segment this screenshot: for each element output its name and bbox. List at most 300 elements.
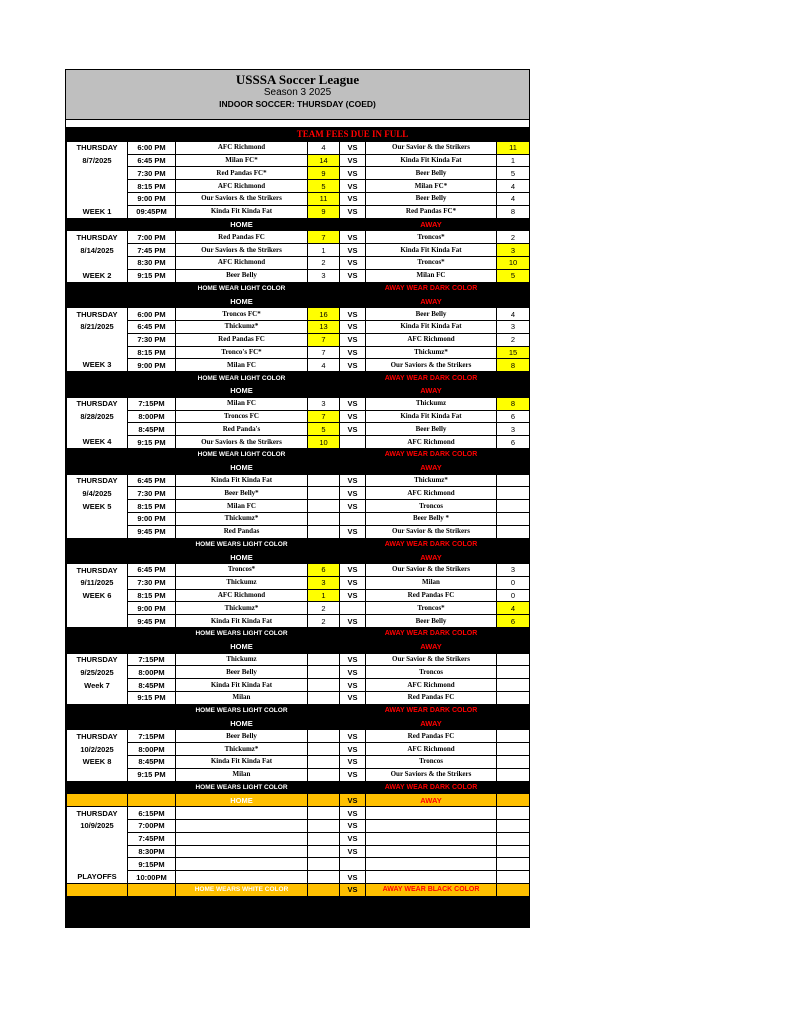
- game-row: [67, 615, 530, 628]
- away-score: [497, 871, 530, 884]
- game-row: [67, 141, 530, 154]
- home-score: [308, 845, 340, 858]
- vs-label: VS: [340, 615, 366, 628]
- home-score: [308, 858, 340, 871]
- black-cell: [340, 628, 366, 641]
- game-time: 9:00 PM: [128, 512, 176, 525]
- home-team: Milan: [176, 768, 308, 781]
- game-row: [67, 410, 530, 423]
- vs-label: VS: [340, 423, 366, 436]
- home-team: AFC Richmond: [176, 180, 308, 193]
- home-score: 1: [308, 589, 340, 602]
- game-time: 7:15PM: [128, 397, 176, 410]
- home-team: Kinda Fit Kinda Fat: [176, 474, 308, 487]
- away-team: [366, 845, 497, 858]
- day-label: THURSDAY: [67, 474, 128, 487]
- away-score: [497, 730, 530, 743]
- black-cell: [67, 461, 128, 474]
- game-time: 8:00PM: [128, 743, 176, 756]
- away-team: Thickumz*: [366, 346, 497, 359]
- vs-label: VS: [340, 679, 366, 692]
- game-row: [67, 730, 530, 743]
- away-score: 6: [497, 436, 530, 449]
- away-team: AFC Richmond: [366, 743, 497, 756]
- away-header: AWAY: [366, 640, 497, 653]
- vs-label: VS: [340, 820, 366, 833]
- away-team: Red Pandas FC*: [366, 205, 497, 218]
- home-score: 5: [308, 180, 340, 193]
- home-score: [308, 692, 340, 705]
- home-score: 1: [308, 244, 340, 257]
- black-cell: [340, 448, 366, 461]
- date-label: 9/25/2025: [67, 666, 128, 679]
- game-time: 6:15PM: [128, 807, 176, 820]
- away-header: AWAY: [366, 551, 497, 564]
- away-score: [497, 845, 530, 858]
- game-time: 10:00PM: [128, 871, 176, 884]
- away-header: AWAY: [366, 461, 497, 474]
- day-cell: [67, 192, 128, 205]
- vs-label: VS: [340, 807, 366, 820]
- black-cell: [67, 218, 128, 231]
- home-score: [308, 807, 340, 820]
- home-team: [176, 832, 308, 845]
- away-team: [366, 832, 497, 845]
- game-time: 8:15 PM: [128, 346, 176, 359]
- home-color-note: HOME WEARS LIGHT COLOR: [176, 538, 308, 551]
- black-cell: [308, 538, 340, 551]
- black-cell: [308, 640, 340, 653]
- home-team: Troncos*: [176, 564, 308, 577]
- away-team: [366, 858, 497, 871]
- game-time: 8:45PM: [128, 756, 176, 769]
- black-cell: [67, 538, 128, 551]
- black-cell: [67, 628, 128, 641]
- gold-cell: [67, 794, 128, 807]
- black-cell: [67, 640, 128, 653]
- vs-label: VS: [340, 730, 366, 743]
- vs-label: VS: [340, 653, 366, 666]
- home-team: Thickumz*: [176, 320, 308, 333]
- game-row: [67, 602, 530, 615]
- fees-banner-row: [67, 129, 530, 142]
- away-score: 2: [497, 333, 530, 346]
- game-row: [67, 320, 530, 333]
- home-team: Thickumz: [176, 576, 308, 589]
- away-team: [366, 807, 497, 820]
- away-score: 8: [497, 397, 530, 410]
- game-row: [67, 500, 530, 513]
- league-title: USSSA Soccer League: [235, 72, 360, 87]
- black-cell: [308, 461, 340, 474]
- home-team: Milan: [176, 692, 308, 705]
- day-label: THURSDAY: [67, 141, 128, 154]
- home-away-header-row: [67, 384, 530, 397]
- away-header: AWAY: [366, 295, 497, 308]
- vs-label: VS: [340, 205, 366, 218]
- away-color-note: AWAY WEAR DARK COLOR: [366, 538, 497, 551]
- playoffs-vs-note: VS: [340, 884, 366, 897]
- black-cell: [128, 538, 176, 551]
- vs-label: VS: [340, 692, 366, 705]
- day-label: THURSDAY: [67, 564, 128, 577]
- home-score: 9: [308, 205, 340, 218]
- away-team: [366, 871, 497, 884]
- day-cell: [67, 692, 128, 705]
- home-header: HOME: [176, 640, 308, 653]
- game-row: [67, 576, 530, 589]
- vs-label: VS: [340, 564, 366, 577]
- home-score: 4: [308, 359, 340, 372]
- home-score: [308, 666, 340, 679]
- day-label: THURSDAY: [67, 397, 128, 410]
- color-note-row: [67, 372, 530, 385]
- home-score: [308, 756, 340, 769]
- vs-label: VS: [340, 576, 366, 589]
- black-cell: [128, 372, 176, 385]
- away-team: Kinda Fit Kinda Fat: [366, 410, 497, 423]
- vs-label: VS: [340, 832, 366, 845]
- home-team: [176, 858, 308, 871]
- game-time: 6:45 PM: [128, 474, 176, 487]
- vs-label: VS: [340, 180, 366, 193]
- away-score: [497, 487, 530, 500]
- vs-label: VS: [340, 397, 366, 410]
- home-team: Our Saviors & the Strikers: [176, 436, 308, 449]
- away-team: [366, 820, 497, 833]
- playoffs-note-row: [67, 884, 530, 897]
- game-time: 8:45PM: [128, 423, 176, 436]
- playoffs-home-note: HOME WEARS WHITE COLOR: [176, 884, 308, 897]
- away-team: Thickumz: [366, 397, 497, 410]
- game-time: 9:45 PM: [128, 525, 176, 538]
- away-score: 10: [497, 256, 530, 269]
- playoff-row: [67, 858, 530, 871]
- home-score: [308, 743, 340, 756]
- home-score: [308, 653, 340, 666]
- black-cell: [128, 282, 176, 295]
- game-time: 7:30 PM: [128, 487, 176, 500]
- black-cell: [308, 384, 340, 397]
- game-row: [67, 423, 530, 436]
- home-away-header-row: [67, 640, 530, 653]
- black-cell: [308, 551, 340, 564]
- away-team: Red Pandas FC: [366, 589, 497, 602]
- black-cell: [497, 781, 530, 794]
- week-label: WEEK 5: [67, 500, 128, 513]
- away-score: [497, 807, 530, 820]
- away-score: 1: [497, 154, 530, 167]
- home-score: [308, 871, 340, 884]
- game-time: 6:00 PM: [128, 308, 176, 321]
- home-header: HOME: [176, 461, 308, 474]
- game-time: 8:45PM: [128, 679, 176, 692]
- color-note-row: [67, 538, 530, 551]
- game-row: [67, 474, 530, 487]
- away-score: [497, 512, 530, 525]
- home-score: [308, 500, 340, 513]
- home-score: [308, 487, 340, 500]
- game-row: [67, 397, 530, 410]
- black-cell: [497, 717, 530, 730]
- away-score: 15: [497, 346, 530, 359]
- game-row: [67, 589, 530, 602]
- home-color-note: HOME WEAR LIGHT COLOR: [176, 448, 308, 461]
- black-cell: [497, 461, 530, 474]
- day-label: THURSDAY: [67, 730, 128, 743]
- game-row: [67, 756, 530, 769]
- away-score: 8: [497, 359, 530, 372]
- home-score: 14: [308, 154, 340, 167]
- black-cell: [67, 717, 128, 730]
- away-team: Beer Belly *: [366, 512, 497, 525]
- game-row: [67, 512, 530, 525]
- game-row: [67, 308, 530, 321]
- home-color-note: HOME WEAR LIGHT COLOR: [176, 282, 308, 295]
- game-row: [67, 269, 530, 282]
- vs-label: VS: [340, 500, 366, 513]
- playoff-row: [67, 807, 530, 820]
- game-time: 9:45 PM: [128, 615, 176, 628]
- sheet-footer: [66, 897, 529, 927]
- black-cell: [308, 628, 340, 641]
- vs-label: VS: [340, 320, 366, 333]
- black-cell: [128, 704, 176, 717]
- date-label: 9/11/2025: [67, 576, 128, 589]
- black-cell: [308, 295, 340, 308]
- game-row: [67, 333, 530, 346]
- home-score: [308, 730, 340, 743]
- home-score: [308, 832, 340, 845]
- away-color-note: AWAY WEAR DARK COLOR: [366, 628, 497, 641]
- black-cell: [340, 781, 366, 794]
- vs-label: VS: [340, 269, 366, 282]
- playoff-row: [67, 832, 530, 845]
- home-score: 16: [308, 308, 340, 321]
- home-team: Red Pandas FC*: [176, 167, 308, 180]
- playoff-row: [67, 845, 530, 858]
- day-cell: [67, 333, 128, 346]
- black-cell: [308, 704, 340, 717]
- week-label: Week 7: [67, 679, 128, 692]
- black-cell: [128, 295, 176, 308]
- division-title: INDOOR SOCCER: THURSDAY (COED): [219, 99, 376, 109]
- home-team: [176, 807, 308, 820]
- home-team: [176, 845, 308, 858]
- away-score: 3: [497, 320, 530, 333]
- black-cell: [340, 538, 366, 551]
- home-team: Thickumz*: [176, 743, 308, 756]
- playoff-row: [67, 871, 530, 884]
- home-score: [308, 820, 340, 833]
- day-cell: [67, 423, 128, 436]
- home-team: Thickumz: [176, 653, 308, 666]
- week-label: WEEK 6: [67, 589, 128, 602]
- black-cell: [340, 551, 366, 564]
- game-row: [67, 167, 530, 180]
- away-score: 3: [497, 244, 530, 257]
- home-away-header-row: [67, 461, 530, 474]
- game-time: 7:30 PM: [128, 576, 176, 589]
- away-team: Red Pandas FC: [366, 692, 497, 705]
- home-score: 9: [308, 167, 340, 180]
- black-cell: [497, 384, 530, 397]
- home-team: [176, 871, 308, 884]
- date-label: 9/4/2025: [67, 487, 128, 500]
- day-cell: [67, 180, 128, 193]
- week-label: WEEK 4: [67, 436, 128, 449]
- vs-label: VS: [340, 192, 366, 205]
- game-time: 8:15 PM: [128, 180, 176, 193]
- black-cell: [340, 295, 366, 308]
- gold-cell: [308, 794, 340, 807]
- away-score: 4: [497, 180, 530, 193]
- vs-label: [340, 436, 366, 449]
- home-team: Troncos FC: [176, 410, 308, 423]
- header-spacer: [66, 120, 529, 128]
- away-header: AWAY: [366, 384, 497, 397]
- home-score: [308, 474, 340, 487]
- home-score: [308, 512, 340, 525]
- playoff-row: [67, 820, 530, 833]
- home-header: HOME: [176, 384, 308, 397]
- away-score: [497, 500, 530, 513]
- home-team: Beer Belly: [176, 666, 308, 679]
- week-label: WEEK 8: [67, 756, 128, 769]
- home-color-note: HOME WEARS LIGHT COLOR: [176, 628, 308, 641]
- home-score: 3: [308, 269, 340, 282]
- home-away-header-row: [67, 295, 530, 308]
- date-label: 8/21/2025: [67, 320, 128, 333]
- away-team: AFC Richmond: [366, 333, 497, 346]
- home-team: [176, 820, 308, 833]
- home-score: 6: [308, 564, 340, 577]
- home-score: [308, 679, 340, 692]
- vs-label: VS: [340, 141, 366, 154]
- vs-label: VS: [340, 474, 366, 487]
- away-score: [497, 653, 530, 666]
- game-row: [67, 359, 530, 372]
- vs-label: [340, 602, 366, 615]
- away-score: [497, 832, 530, 845]
- home-header: HOME: [176, 218, 308, 231]
- black-cell: [497, 448, 530, 461]
- fees-banner: TEAM FEES DUE IN FULL: [176, 129, 530, 142]
- vs-label: VS: [340, 154, 366, 167]
- schedule-table: [66, 128, 530, 897]
- home-team: AFC Richmond: [176, 141, 308, 154]
- home-team: Our Saviors & the Strikers: [176, 192, 308, 205]
- day-cell: [67, 858, 128, 871]
- home-team: Milan FC*: [176, 154, 308, 167]
- black-cell: [340, 218, 366, 231]
- game-time: 9:15 PM: [128, 269, 176, 282]
- home-color-note: HOME WEAR LIGHT COLOR: [176, 372, 308, 385]
- game-time: 9:15 PM: [128, 768, 176, 781]
- home-team: Tronco's FC*: [176, 346, 308, 359]
- black-cell: [497, 551, 530, 564]
- home-score: 5: [308, 423, 340, 436]
- away-team: Troncos*: [366, 231, 497, 244]
- black-cell: [67, 781, 128, 794]
- black-cell: [128, 551, 176, 564]
- game-row: [67, 154, 530, 167]
- home-score: 3: [308, 576, 340, 589]
- vs-label: [340, 512, 366, 525]
- away-team: Troncos: [366, 500, 497, 513]
- away-score: 4: [497, 192, 530, 205]
- day-cell: [67, 346, 128, 359]
- vs-label: VS: [340, 589, 366, 602]
- vs-label: VS: [340, 871, 366, 884]
- game-time: 6:45 PM: [128, 154, 176, 167]
- home-team: Red Panda's: [176, 423, 308, 436]
- gold-cell: [67, 884, 128, 897]
- away-color-note: AWAY WEAR DARK COLOR: [366, 448, 497, 461]
- away-header: AWAY: [366, 218, 497, 231]
- black-cell: [340, 640, 366, 653]
- away-score: [497, 525, 530, 538]
- black-cell: [308, 448, 340, 461]
- home-score: 7: [308, 410, 340, 423]
- away-score: [497, 768, 530, 781]
- black-cell: [128, 717, 176, 730]
- black-cell: [128, 781, 176, 794]
- game-time: 9:15 PM: [128, 692, 176, 705]
- home-color-note: HOME WEARS LIGHT COLOR: [176, 704, 308, 717]
- game-time: 9:00 PM: [128, 602, 176, 615]
- day-label: THURSDAY: [67, 231, 128, 244]
- black-cell: [340, 704, 366, 717]
- game-time: 9:15PM: [128, 858, 176, 871]
- home-team: Beer Belly: [176, 269, 308, 282]
- game-time: 7:45PM: [128, 832, 176, 845]
- game-row: [67, 192, 530, 205]
- game-row: [67, 743, 530, 756]
- game-row: [67, 244, 530, 257]
- home-score: 13: [308, 320, 340, 333]
- black-cell: [497, 628, 530, 641]
- away-team: Our Savior & the Strikers: [366, 653, 497, 666]
- game-time: 8:30PM: [128, 845, 176, 858]
- away-team: Beer Belly: [366, 423, 497, 436]
- game-row: [67, 180, 530, 193]
- away-team: Our Savior & the Strikers: [366, 141, 497, 154]
- away-team: Kinda Fit Kinda Fat: [366, 244, 497, 257]
- playoffs-away-header: AWAY: [366, 794, 497, 807]
- home-score: 7: [308, 346, 340, 359]
- game-row: [67, 346, 530, 359]
- away-score: 2: [497, 231, 530, 244]
- away-score: [497, 756, 530, 769]
- black-cell: [128, 384, 176, 397]
- away-color-note: AWAY WEAR DARK COLOR: [366, 282, 497, 295]
- game-row: [67, 666, 530, 679]
- day-cell: [67, 256, 128, 269]
- away-score: [497, 858, 530, 871]
- away-team: Troncos: [366, 666, 497, 679]
- vs-label: VS: [340, 359, 366, 372]
- home-team: Troncos FC*: [176, 308, 308, 321]
- day-cell: [67, 615, 128, 628]
- home-score: 7: [308, 333, 340, 346]
- game-time: 8:00PM: [128, 410, 176, 423]
- season-title: Season 3 2025: [263, 87, 332, 98]
- game-row: [67, 231, 530, 244]
- black-cell: [67, 282, 128, 295]
- week-label: WEEK 1: [67, 205, 128, 218]
- black-cell: [308, 282, 340, 295]
